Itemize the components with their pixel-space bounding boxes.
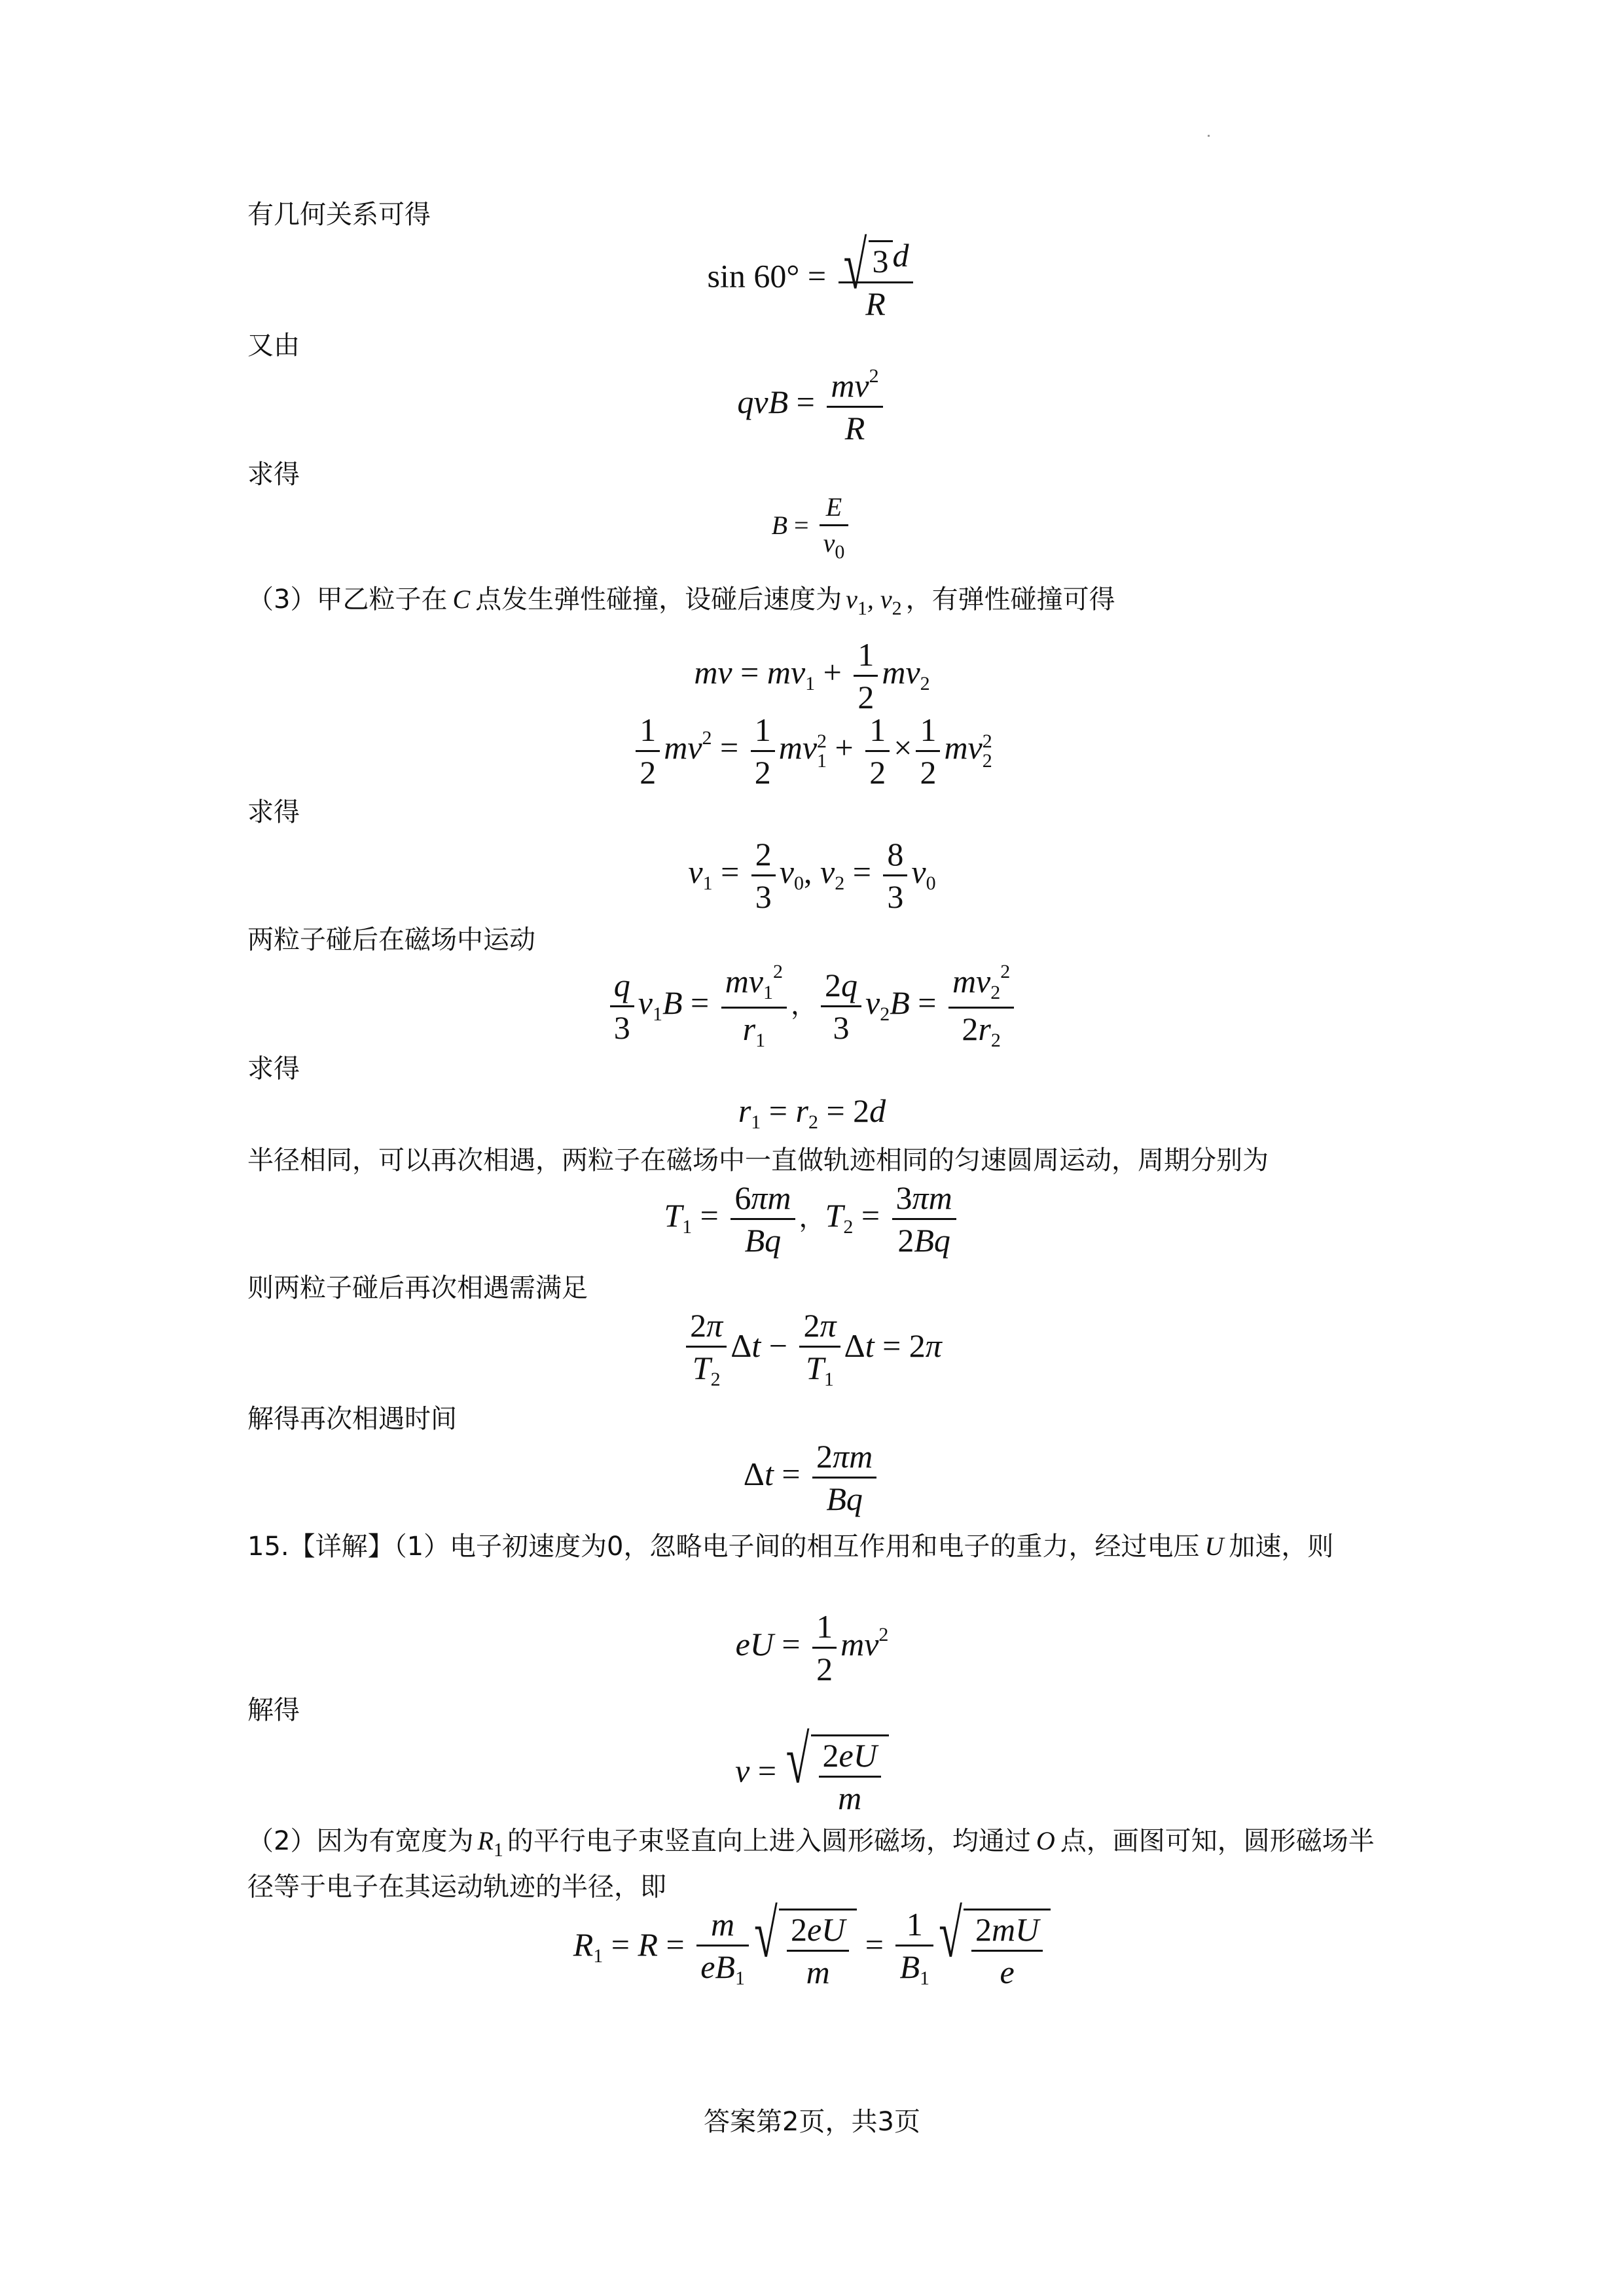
text-line-qiude-3: 求得	[247, 1054, 300, 1084]
page-footer: 答案第2页，共3页	[704, 2107, 920, 2137]
text-line-qiude-2: 求得	[247, 797, 300, 827]
text-part-2: （2）因为有宽度为 $R_1$ 的平行电子束竖直向上进入圆形磁场，均通过 O 点，画图可知，圆形磁场半径等于电子在其运动轨迹的半径，即	[247, 1826, 1375, 1902]
text-line-collision: （3）甲乙粒子在 C 点发生弹性碰撞，设碰后速度为 $v_1$, $v_2$ ，有弹性碰撞可得	[247, 584, 1115, 619]
formula-delta-t: Δt = $\frac{2\pi m}{Bq}$	[0, 1440, 1624, 1515]
text-line-motion: 两粒子碰后在磁场中运动	[247, 925, 535, 955]
text-line-jiede: 解得	[247, 1695, 300, 1725]
text-line-qiude-1: 求得	[247, 459, 300, 490]
text-line-geometry: 有几何关系可得	[247, 200, 431, 230]
formula-meet-condition: $\frac{2\pi}{T_2}$ Δt − $\frac{2\pi}{T_1}$ Δt = 2π	[0, 1309, 1624, 1390]
formula-r1-r2: $r_1 = r_2 = 2d$	[738, 1092, 886, 1133]
formula-periods: $T_1$ = $\frac{6\pi m}{Bq}$ ，$T_2$ = $\frac{3\pi m}{2Bq}$	[0, 1181, 1624, 1257]
formula-energy: $\frac{1}{2}$ $mv^2$ = $\frac{1}{2}$ mv 2 1 + $\frac{1}{2}$ × $\frac{1}{2}$ mv 2 2	[0, 713, 1624, 789]
formula-lorentz: qvB = $\frac{mv^2}{R}$	[0, 367, 1624, 444]
text-line-period: 半径相同，可以再次相遇，两粒子在磁场中一直做轨迹相同的匀速圆周运动，周期分别为	[247, 1145, 1269, 1175]
text-line-time: 解得再次相遇时间	[247, 1404, 457, 1434]
formula-momentum: mv = $mv_1$ + $\frac{1}{2}$ $mv_2$	[694, 636, 930, 715]
text-line-condition: 则两粒子碰后再次相遇需满足	[247, 1273, 588, 1303]
formula-radii: $\frac{q}{3}$ $v_1B$ = $\frac{mv_1^2}{r_1}$ ， $\frac{2q}{3}$ $v_2B$ = $\frac{mv_2^2}{2r_2}$	[0, 962, 1624, 1050]
text-question-15: 15.【详解】（1）电子初速度为0，忽略电子间的相互作用和电子的重力，经过电压 U 加速，则	[247, 1532, 1334, 1562]
formula-velocities: $v_1$ = $\frac{2}{3}$ $v_0$, $v_2$ = $\frac{8}{3}$ $v_0$	[688, 836, 936, 915]
formula-b-e-v0: B = $\frac{E}{v_0}$	[0, 494, 1624, 562]
formula-sin60: sin 60° = √ 3 d R	[0, 239, 1624, 320]
formula-r1: $R_1 = R$ = $\frac{m}{eB_1}$ √ $\frac{2eU}{m}$ = $\frac{1}{B_1}$ √ $\frac{2mU}{e}$	[0, 1908, 1624, 1988]
formula-v: v = √ $\frac{2eU}{m}$	[0, 1734, 1624, 1814]
formula-eu: eU = $\frac{1}{2}$ $mv^2$	[735, 1608, 889, 1687]
scan-dot	[1208, 135, 1210, 137]
text-line-you-you: 又由	[247, 331, 300, 361]
